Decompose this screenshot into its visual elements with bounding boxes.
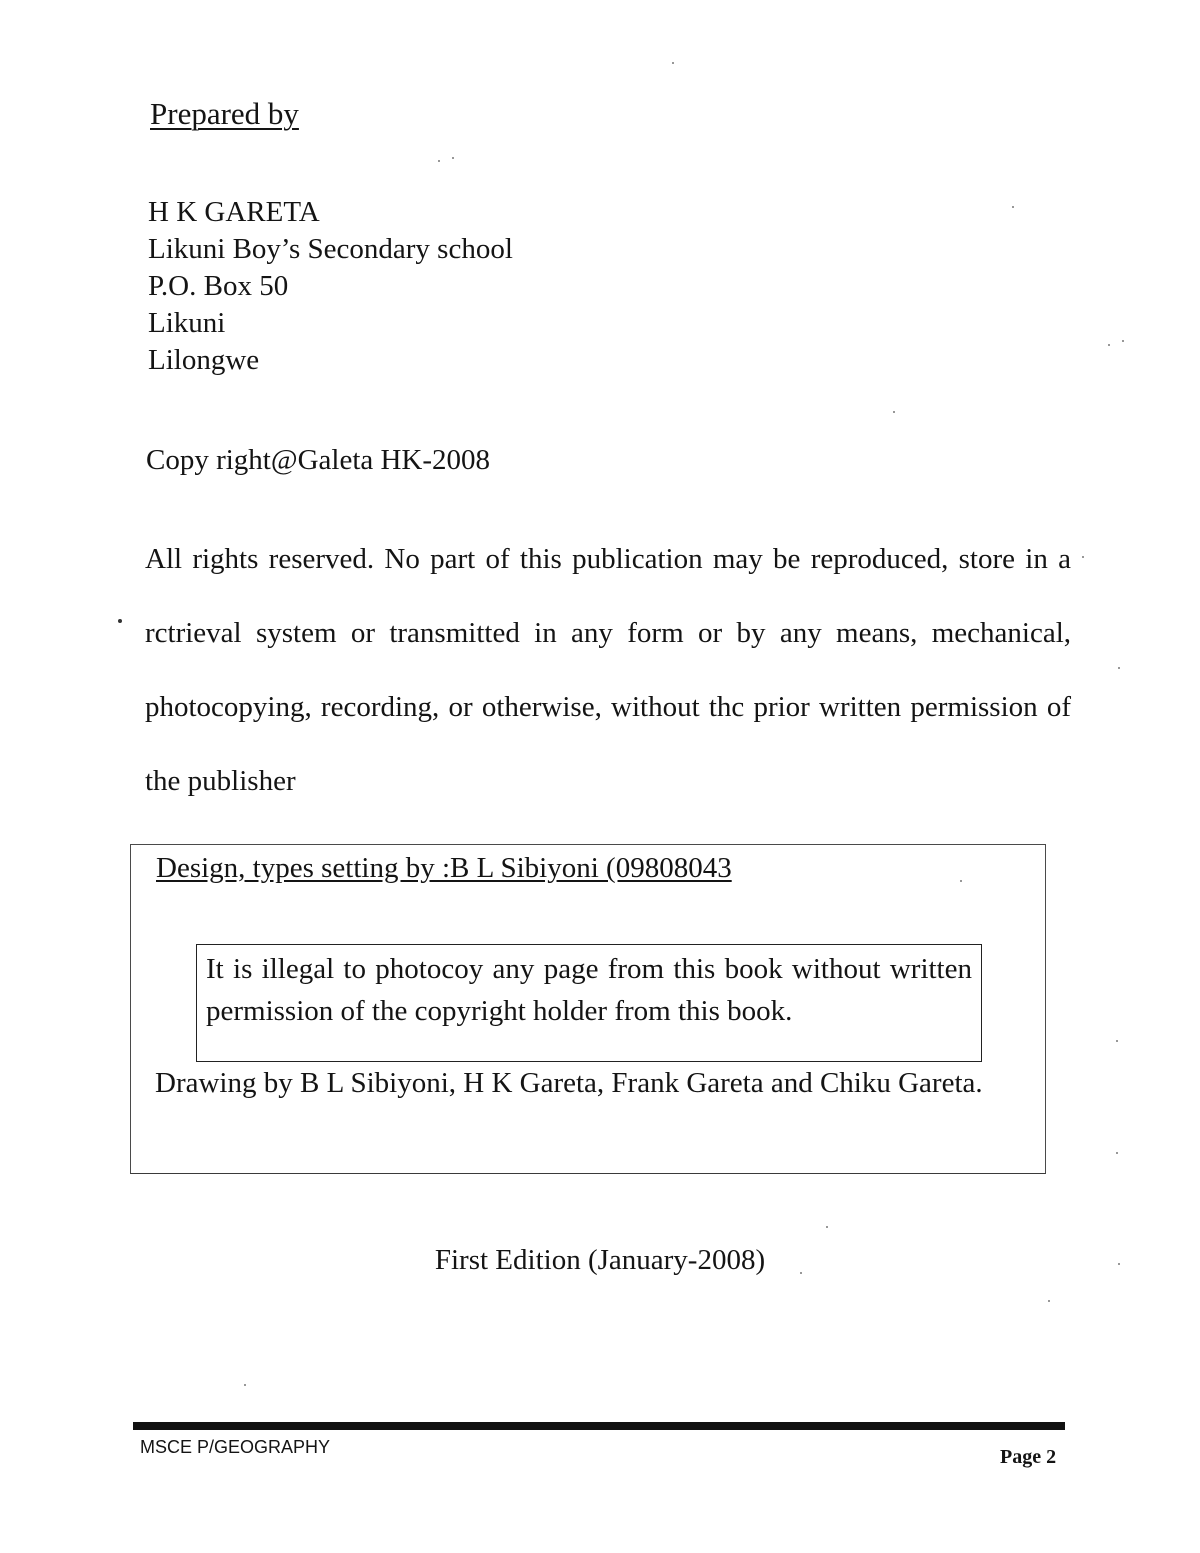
author-name: H K GARETA bbox=[148, 196, 320, 228]
prepared-by-heading: Prepared by bbox=[150, 96, 299, 131]
footer-subject: MSCE P/GEOGRAPHY bbox=[140, 1437, 331, 1457]
rights-statement: All rights reserved. No part of this publication may be reproduced, store in a rctrieval system or transmitted in any form or by any means, mechanical, photocopying, recording, or otherwise, without thc prior written permission of the publisher bbox=[145, 543, 1071, 797]
author-city: Lilongwe bbox=[148, 344, 260, 376]
drawing-credit: Drawing by B L Sibiyoni, H K Gareta, Frank Gareta and Chiku Gareta. bbox=[155, 1067, 983, 1099]
edition-line: First Edition (January-2008) bbox=[434, 1244, 766, 1276]
author-school: Likuni Boy’s Secondary school bbox=[148, 233, 513, 265]
footer-page-number: Page 2 bbox=[1000, 1446, 1057, 1468]
author-address-block bbox=[148, 194, 513, 379]
footer-rule bbox=[133, 1422, 1065, 1430]
copyright-warning-text: It is illegal to photocoy any page from this book without written permission of the copyright holder from this book. bbox=[206, 953, 972, 1027]
design-credit-line: Design, types setting by :B L Sibiyoni (09808043 bbox=[156, 852, 732, 884]
author-town: Likuni bbox=[148, 307, 226, 339]
author-po-box: P.O. Box 50 bbox=[148, 270, 289, 302]
copyright-line: Copy right@Galeta HK-2008 bbox=[146, 444, 491, 476]
